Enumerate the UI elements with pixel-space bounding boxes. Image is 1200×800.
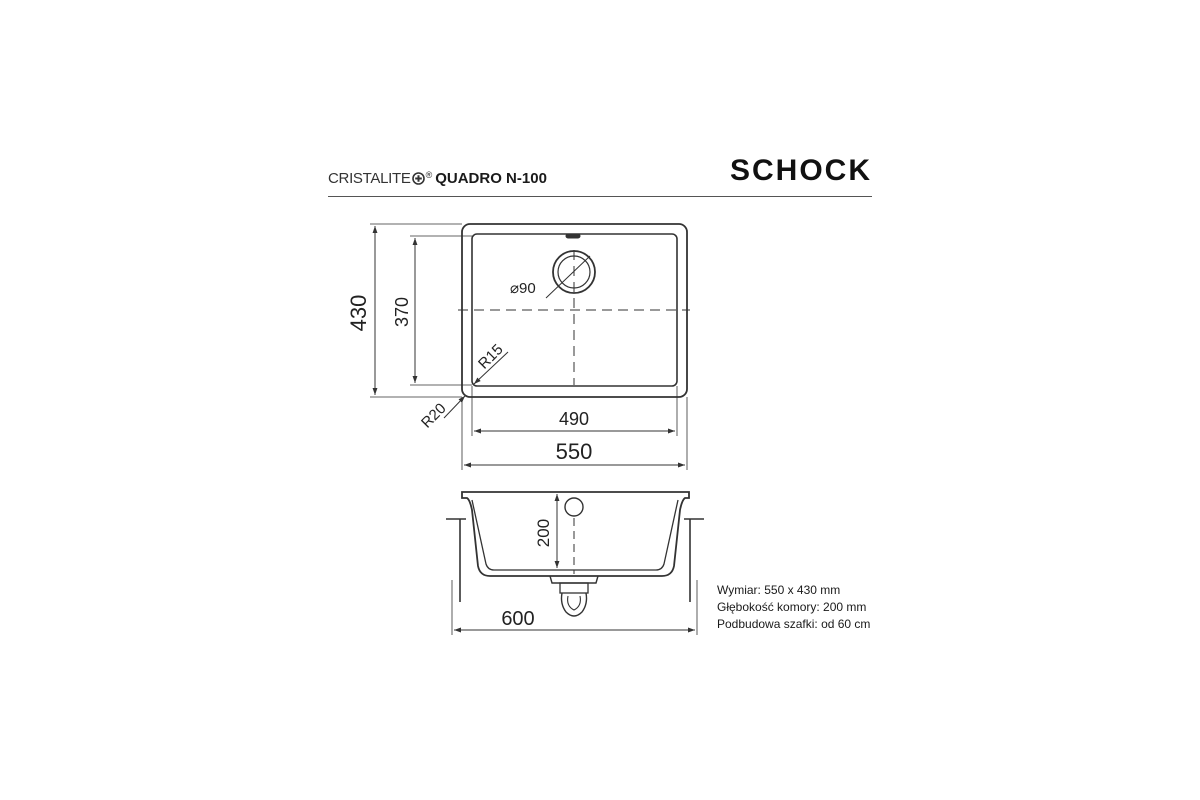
top-view — [370, 224, 690, 470]
spec-cabinet: Podbudowa szafki: od 60 cm — [717, 617, 871, 631]
inner-depth-label: 370 — [392, 296, 412, 328]
brand-logo: SCHOCK — [729, 154, 872, 187]
registered-mark: ® — [425, 170, 433, 180]
outer-depth-label: 430 — [346, 294, 371, 332]
drain-body — [560, 583, 588, 593]
inner-width-label: 490 — [558, 409, 590, 429]
overflow-circle — [565, 498, 583, 516]
side-view — [446, 492, 704, 635]
siphon-inner — [568, 596, 581, 610]
series-name: CRISTALITE — [328, 170, 411, 187]
bowl-section-outer — [462, 492, 689, 576]
spec-bowl-depth: Głębokość komory: 200 mm — [717, 600, 867, 614]
model-name: QUADRO N-100 — [435, 170, 547, 187]
cabinet-width-label: 600 — [501, 608, 535, 630]
outer-width-label: 550 — [555, 439, 593, 464]
inner-radius-label: R15 — [475, 341, 507, 373]
bowl-section-inner — [472, 500, 678, 570]
outer-radius-label: R20 — [418, 400, 450, 432]
drain-diameter-label: ⌀90 — [510, 280, 536, 297]
specifications-list — [717, 582, 870, 633]
spec-dimensions: Wymiar: 550 x 430 mm — [717, 583, 841, 597]
overflow-slot — [566, 234, 580, 238]
siphon-trap — [562, 593, 587, 616]
bowl-depth-label: 200 — [534, 518, 553, 548]
drain-fitting — [550, 576, 598, 583]
